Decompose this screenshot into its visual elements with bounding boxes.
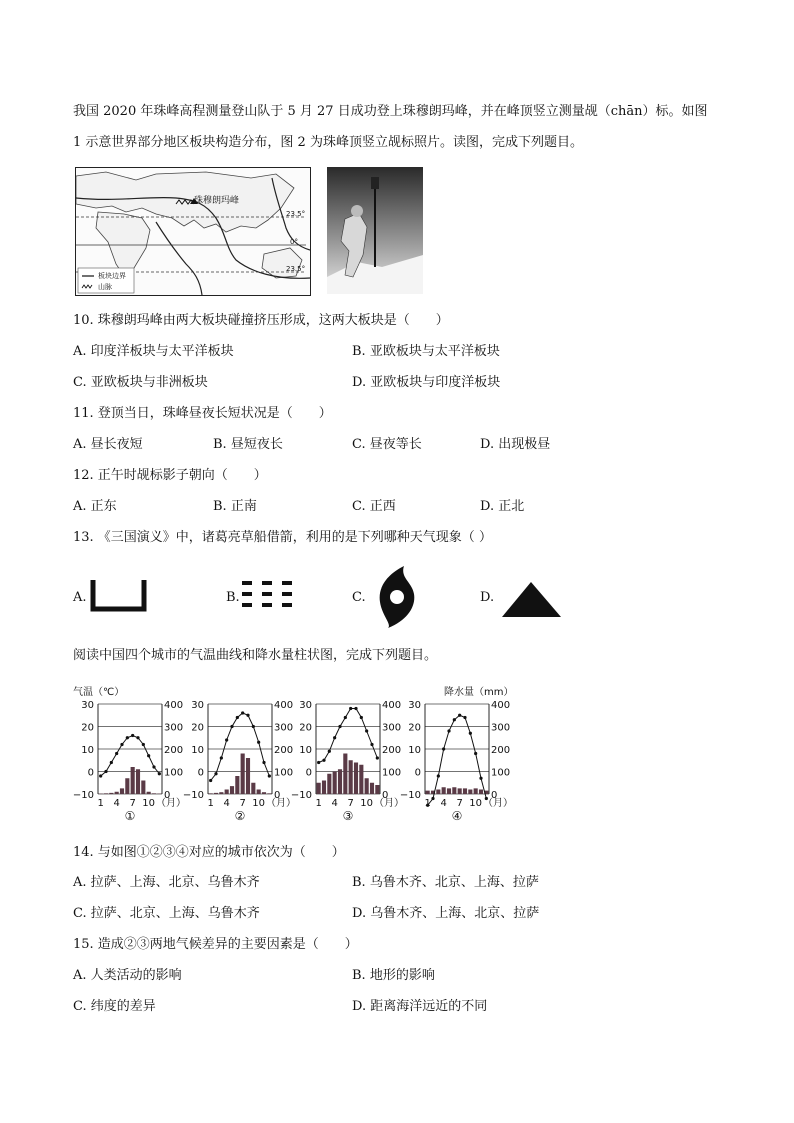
fog-symbol-icon[interactable] (90, 578, 150, 614)
month-tick-label: 4 (223, 798, 230, 809)
precip-bar (125, 778, 129, 794)
precip-tick-label: 300 (164, 722, 184, 734)
temp-tick-label: 0 (87, 767, 94, 779)
month-tick-label: 4 (113, 798, 120, 809)
month-tick-label: 1 (207, 798, 214, 809)
question-11-stem: 11. 登顶当日，珠峰昼夜长短状况是（ ） (73, 406, 332, 421)
temperature-point (99, 774, 102, 777)
question-10-stem: 10. 珠穆朗玛峰由两大板块碰撞挤压形成，这两大板块是（ ） (73, 313, 449, 328)
temperature-point (120, 743, 123, 746)
temperature-point (257, 741, 260, 744)
survey-target (371, 177, 379, 189)
sandstorm-symbol-icon[interactable] (242, 580, 302, 610)
month-tick-label: 7 (347, 798, 354, 809)
question-12-stem: 12. 正午时觇标影子朝向（ ） (73, 468, 267, 483)
month-tick-label: 10 (469, 798, 483, 809)
temp-tick-label: 20 (81, 722, 94, 734)
precip-tick-label: 300 (274, 722, 294, 734)
temperature-point (442, 747, 445, 750)
q12-option-c[interactable]: C. 正西 (352, 499, 396, 514)
temperature-point (241, 711, 244, 714)
temperature-point (246, 714, 249, 717)
temperature-point (126, 736, 129, 739)
temperature-point (458, 714, 461, 717)
precip-bar (436, 790, 440, 795)
month-tick-label: 10 (360, 798, 374, 809)
legend-boundary-label: 板块边界 (98, 272, 126, 280)
chart-number-label: ① (124, 809, 136, 823)
temperature-point (225, 738, 228, 741)
temperature-point (360, 716, 363, 719)
precip-bar (333, 772, 337, 795)
temperature-point (158, 772, 161, 775)
q11-option-d[interactable]: D. 出现极昼 (480, 437, 551, 452)
q13-option-d-label[interactable]: D. (480, 590, 495, 605)
temperature-point (142, 743, 145, 746)
temperature-point (230, 725, 233, 728)
temp-tick-label: −10 (72, 790, 94, 801)
temperature-point (349, 707, 352, 710)
q14-option-b[interactable]: B. 乌鲁木齐、北京、上海、拉萨 (352, 875, 539, 890)
africa-shape (96, 212, 150, 276)
temperature-point (214, 772, 217, 775)
precip-tick-label: 200 (382, 745, 402, 756)
legend-mountain-label: 山脉 (98, 283, 112, 291)
precip-bar (246, 758, 250, 794)
temperature-line (211, 713, 270, 781)
precip-bar (120, 788, 124, 794)
temperature-point (131, 734, 134, 737)
precip-bar (452, 787, 456, 794)
temp-tick-label: 10 (299, 745, 312, 756)
temperature-point (317, 761, 320, 764)
precip-bar (468, 790, 472, 795)
month-tick-label: 7 (129, 798, 136, 809)
q10-option-d[interactable]: D. 亚欧板块与印度洋板块 (352, 375, 501, 390)
temperature-point (479, 777, 482, 780)
temperature-point (147, 754, 150, 757)
precip-tick-label: 400 (382, 700, 402, 711)
chart-number-label: ④ (451, 809, 463, 823)
temp-tick-label: 20 (191, 722, 204, 734)
precip-tick-label: 400 (491, 700, 511, 711)
precip-tick-label: 0 (274, 790, 281, 801)
precip-tick-label: 100 (274, 767, 294, 779)
q12-option-b[interactable]: B. 正南 (213, 499, 257, 514)
peak-label: 珠穆朗玛峰 (194, 196, 240, 206)
temp-tick-label: 0 (414, 767, 421, 779)
precip-bar (257, 790, 261, 795)
temperature-point (322, 759, 325, 762)
temp-axis-title: 气温（℃） (73, 687, 125, 698)
temp-tick-label: 0 (197, 767, 204, 779)
temp-tick-label: −10 (290, 790, 312, 801)
lat-equator-label: 0° (290, 238, 298, 246)
q13-option-a-label[interactable]: A. (73, 590, 87, 605)
q10-option-c[interactable]: C. 亚欧板块与非洲板块 (73, 375, 208, 390)
precip-bar (136, 769, 140, 794)
precip-bar (447, 788, 451, 794)
temperature-point (220, 756, 223, 759)
precip-tick-label: 200 (164, 745, 184, 756)
precip-bar (479, 790, 483, 795)
precip-bar (426, 791, 430, 794)
temp-tick-label: 20 (408, 722, 421, 734)
temp-tick-label: 30 (408, 700, 421, 711)
summit-photo-svg (327, 167, 423, 294)
precip-bar (109, 793, 113, 794)
precip-tick-label: 300 (382, 722, 402, 734)
precip-bar (235, 776, 239, 794)
precip-bar (225, 790, 229, 795)
precip-bar (365, 778, 369, 794)
q12-option-a[interactable]: A. 正东 (73, 499, 117, 514)
temperature-point (104, 770, 107, 773)
climber-head (351, 205, 363, 217)
precip-axis-title: 降水量（mm） (444, 687, 514, 698)
lat-south-label: 23.5° (286, 265, 306, 273)
temperature-line (319, 709, 378, 763)
month-unit-label: （月） (483, 798, 513, 809)
month-tick-label: 10 (142, 798, 156, 809)
chart-number-label: ③ (342, 809, 354, 823)
temp-tick-label: −10 (182, 790, 204, 801)
precip-tick-label: 100 (491, 767, 511, 779)
month-unit-label: （月） (156, 798, 186, 809)
temp-tick-label: 30 (191, 700, 204, 711)
summit-photo (327, 167, 423, 294)
temperature-point (431, 797, 434, 800)
lat-north-label: 23.5° (286, 210, 306, 218)
temperature-point (338, 725, 341, 728)
climate-intro: 阅读中国四个城市的气温曲线和降水量柱状图，完成下列题目。 (73, 648, 438, 663)
temperature-point (333, 736, 336, 739)
temp-tick-label: −10 (399, 790, 421, 801)
australia-shape (262, 248, 302, 278)
temp-tick-label: 30 (299, 700, 312, 711)
month-tick-label: 10 (252, 798, 266, 809)
high-pressure-triangle-icon[interactable] (500, 579, 564, 619)
temperature-point (463, 716, 466, 719)
q14-option-a[interactable]: A. 拉萨、上海、北京、乌鲁木齐 (73, 875, 260, 890)
precip-tick-label: 300 (491, 722, 511, 734)
month-tick-label: 4 (331, 798, 338, 809)
temperature-point (152, 765, 155, 768)
temperature-point (328, 750, 331, 753)
plate-boundary-line-2 (156, 222, 202, 295)
precip-bar (141, 781, 145, 795)
month-tick-label: 1 (315, 798, 322, 809)
question-15-stem: 15. 造成②③两地气候差异的主要因素是（ ） (73, 937, 358, 952)
precip-bar (343, 754, 347, 795)
precip-bar (322, 781, 326, 795)
precip-bar (152, 793, 156, 794)
month-unit-label: （月） (374, 798, 404, 809)
precip-bar (219, 792, 223, 794)
question-13-stem: 13. 《三国演义》中，诸葛亮草船借箭，利用的是下列哪种天气现象（ ） (73, 530, 492, 545)
month-tick-label: 1 (424, 798, 431, 809)
q15-option-a[interactable]: A. 人类活动的影响 (73, 968, 182, 983)
precip-tick-label: 0 (382, 790, 389, 801)
q13-option-b-label[interactable]: B. (226, 590, 240, 605)
precip-tick-label: 100 (164, 767, 184, 779)
intro-line-1: 我国 2020 年珠峰高程测量登山队于 5 月 27 日成功登上珠穆朗玛峰，并在峰顶竖立测量觇（chān）标。如图 (73, 104, 708, 119)
temp-tick-label: 20 (299, 722, 312, 734)
precip-bar (267, 793, 271, 794)
precip-tick-label: 0 (164, 790, 171, 801)
temp-tick-label: 30 (81, 700, 94, 711)
temperature-point (469, 732, 472, 735)
temp-tick-label: 10 (408, 745, 421, 756)
question-14-stem: 14. 与如图①②③④对应的城市依次为（ ） (73, 845, 345, 860)
q12-option-d[interactable]: D. 正北 (480, 499, 525, 514)
temp-tick-label: 10 (81, 745, 94, 756)
q10-option-b[interactable]: B. 亚欧板块与太平洋板块 (352, 344, 500, 359)
chart-number-label: ② (234, 809, 246, 823)
precip-bar (442, 787, 446, 794)
temperature-point (447, 729, 450, 732)
temperature-point (376, 756, 379, 759)
q11-option-c[interactable]: C. 昼夜等长 (352, 437, 422, 452)
precip-bar (214, 793, 218, 794)
precip-bar (359, 765, 363, 794)
precip-bar (458, 788, 462, 794)
temperature-point (474, 752, 477, 755)
q14-option-d[interactable]: D. 乌鲁木齐、上海、北京、拉萨 (352, 906, 540, 921)
temperature-point (110, 761, 113, 764)
precip-bar (251, 783, 255, 794)
temperature-point (115, 752, 118, 755)
temperature-point (354, 707, 357, 710)
precip-bar (338, 769, 342, 794)
q14-option-c[interactable]: C. 拉萨、北京、上海、乌鲁木齐 (73, 906, 260, 921)
q13-option-c-label[interactable]: C. (352, 590, 366, 605)
precip-tick-label: 400 (274, 700, 294, 711)
precip-tick-label: 100 (382, 767, 402, 779)
precip-bar (147, 792, 151, 794)
temperature-line (101, 736, 160, 777)
q15-option-c[interactable]: C. 纬度的差异 (73, 999, 156, 1014)
precip-bar (131, 767, 135, 794)
month-tick-label: 7 (239, 798, 246, 809)
q15-option-b[interactable]: B. 地形的影响 (352, 968, 435, 983)
precip-bar (104, 793, 108, 794)
typhoon-symbol-icon[interactable] (374, 564, 420, 630)
precip-bar (349, 760, 353, 794)
plate-map-figure (75, 167, 311, 296)
precip-bar (463, 788, 467, 794)
precip-bar (317, 783, 321, 794)
precip-tick-label: 0 (491, 790, 498, 801)
precip-bar (230, 786, 234, 794)
precip-tick-label: 200 (491, 745, 511, 756)
q10-option-a[interactable]: A. 印度洋板块与太平洋板块 (73, 344, 234, 359)
temperature-point (236, 716, 239, 719)
precip-bar (209, 793, 213, 794)
temperature-point (268, 774, 271, 777)
q11-option-b[interactable]: B. 昼短夜长 (213, 437, 283, 452)
temperature-point (365, 729, 368, 732)
month-tick-label: 4 (440, 798, 447, 809)
temperature-point (252, 725, 255, 728)
temperature-point (136, 736, 139, 739)
month-tick-label: 7 (456, 798, 463, 809)
precip-bar (327, 774, 331, 794)
q11-option-a[interactable]: A. 昼长夜短 (73, 437, 143, 452)
temperature-point (453, 718, 456, 721)
temperature-point (370, 743, 373, 746)
precip-tick-label: 200 (274, 745, 294, 756)
temp-tick-label: 10 (191, 745, 204, 756)
precip-bar (354, 763, 358, 795)
precip-bar (241, 754, 245, 795)
precip-bar (375, 785, 379, 794)
q15-option-d[interactable]: D. 距离海洋远近的不同 (352, 999, 488, 1014)
month-unit-label: （月） (266, 798, 296, 809)
precip-tick-label: 400 (164, 700, 184, 711)
temperature-point (437, 774, 440, 777)
precip-bar (262, 792, 266, 794)
temp-tick-label: 0 (305, 767, 312, 779)
precip-bar (474, 788, 478, 794)
climate-charts (70, 690, 530, 825)
temperature-point (344, 716, 347, 719)
intro-line-2: 1 示意世界部分地区板块构造分布，图 2 为珠峰顶竖立觇标照片。读图，完成下列题目。 (73, 135, 583, 150)
precip-bar (370, 783, 374, 794)
temperature-point (209, 779, 212, 782)
precip-bar (115, 792, 119, 794)
temperature-point (262, 761, 265, 764)
month-tick-label: 1 (97, 798, 104, 809)
